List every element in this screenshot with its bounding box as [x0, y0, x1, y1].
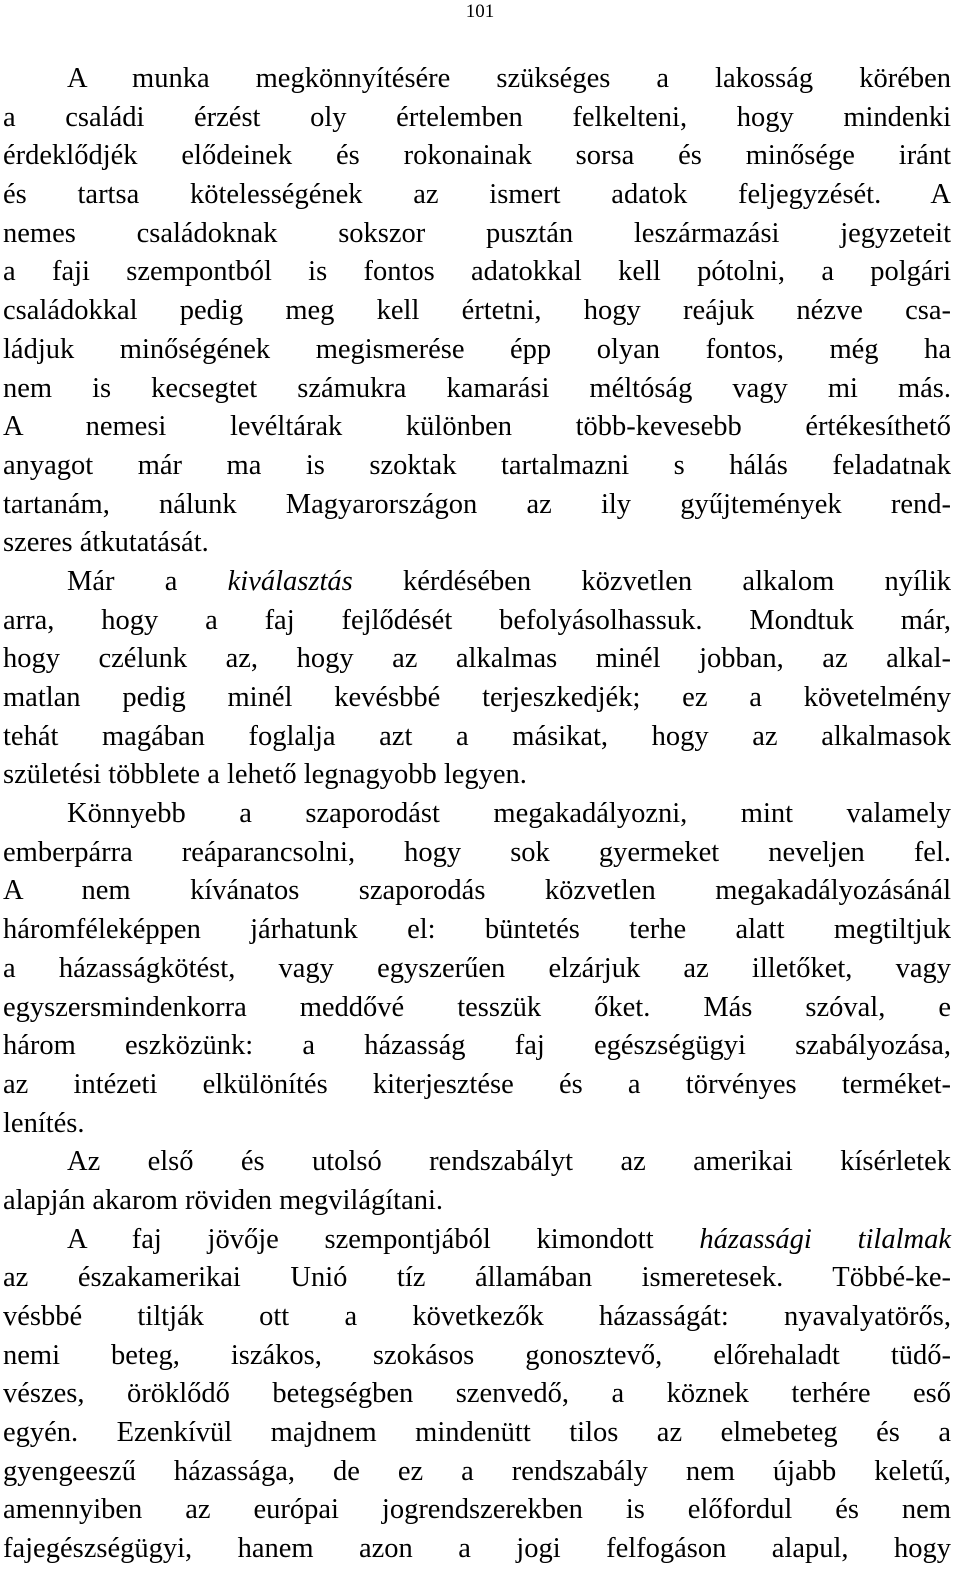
- text-line: a faji szempontból is fontos adatokkal kell pótolni, a polgári: [3, 256, 951, 288]
- document-body: [3, 60, 951, 1569]
- text-line: a házasságkötést, vagy egyszerűen elzárjuk az illetőket, vagy: [3, 952, 951, 984]
- text-line: A nemesi levéltárak különben több-kevesebb értékesíthető: [3, 411, 951, 443]
- text-line: Az első és utolsó rendszabályt az amerikai kísérletek: [67, 1146, 951, 1178]
- emphasized-term: házassági tilalmak: [699, 1223, 951, 1255]
- emphasized-term: kiválasztás: [227, 565, 353, 597]
- text-line: [3, 1221, 951, 1260]
- page-number: 101: [465, 1, 495, 22]
- text-segment: A faj jövője szempontjából kimondott: [67, 1223, 700, 1255]
- text-line: [3, 563, 951, 602]
- text-line: az északamerikai Unió tíz államában ismeretesek. Többé-ke-: [3, 1262, 951, 1294]
- text-line: Könnyebb a szaporodást megakadályozni, mint valamely: [67, 798, 951, 830]
- text-line: emberpárra reáparancsolni, hogy sok gyermeket neveljen fel.: [3, 836, 951, 868]
- text-line: A nem kívánatos szaporodás közvetlen megakadályozásánál: [3, 875, 951, 907]
- text-line: anyagot már ma is szoktak tartalmazni s hálás feladatnak: [3, 449, 951, 481]
- text-line: születési többlete a lehető legnagyobb legyen.: [3, 759, 527, 791]
- text-line: és tartsa kötelességének az ismert adatok feljegyzését. A: [3, 179, 951, 211]
- text-line: fajegészségügyi, hanem azon a jogi felfogáson alapul, hogy: [3, 1533, 951, 1565]
- text-line: ládjuk minőségének megismerése épp olyan fontos, még ha: [3, 333, 951, 365]
- text-line: az intézeti elkülönítés kiterjesztése és a törvényes terméket-: [3, 1068, 951, 1100]
- text-line: érdeklődjék elődeinek és rokonainak sorsa és minősége iránt: [3, 140, 951, 172]
- text-line: hogy czélunk az, hogy az alkalmas minél jobban, az alkal-: [3, 643, 951, 675]
- text-segment: Már a: [67, 565, 228, 597]
- text-line: arra, hogy a faj fejlődését befolyásolhassuk. Mondtuk már,: [3, 604, 951, 636]
- text-line: tehát magában foglalja azt a másikat, hogy az alkalmasok: [3, 720, 951, 752]
- text-line: gyengeeszű házassága, de ez a rendszabály nem újabb keletű,: [3, 1455, 951, 1487]
- text-segment: kérdésében közvetlen alkalom nyílik: [352, 565, 951, 597]
- text-line: vészes, öröklődő betegségben szenvedő, a köznek terhére eső: [3, 1378, 951, 1410]
- text-line: alapján akarom röviden megvilágítani.: [3, 1184, 444, 1216]
- text-line: szeres átkutatását.: [3, 527, 209, 559]
- text-line: tartanám, nálunk Magyarországon az ily gyűjtemények rend-: [3, 488, 951, 520]
- text-line: nemes családoknak sokszor pusztán leszármazási jegyzeteit: [3, 217, 951, 249]
- text-line: családokkal pedig meg kell értetni, hogy reájuk nézve csa-: [3, 295, 951, 327]
- text-line: vésbbé tiltják ott a következők házasságát: nyavalyatörős,: [3, 1301, 951, 1332]
- text-line: nemi beteg, iszákos, szokásos gonosztevő, előrehaladt tüdő-: [3, 1339, 951, 1371]
- text-line: nem is kecsegtet számukra kamarási méltóság vagy mi más.: [3, 372, 951, 404]
- text-line: egyén. Ezenkívül majdnem mindenütt tilos az elmebeteg és a: [3, 1417, 951, 1449]
- text-line: matlan pedig minél kevésbbé terjeszkedjék; ez a követelmény: [3, 682, 951, 713]
- text-line: lenítés.: [3, 1107, 85, 1139]
- text-line: három eszközünk: a házasság faj egészségügyi szabályozása,: [3, 1030, 951, 1062]
- text-line: A munka megkönnyítésére szükséges a lakosság körében: [67, 63, 951, 94]
- text-line: háromféleképpen járhatunk el: büntetés terhe alatt megtiltjuk: [3, 914, 951, 946]
- text-line: a családi érzést oly értelemben felkelteni, hogy mindenki: [3, 101, 951, 133]
- text-line: egyszersmindenkorra meddővé tesszük őket. Más szóval, e: [3, 991, 951, 1023]
- text-line: amennyiben az európai jogrendszerekben is előfordul és nem: [3, 1494, 951, 1526]
